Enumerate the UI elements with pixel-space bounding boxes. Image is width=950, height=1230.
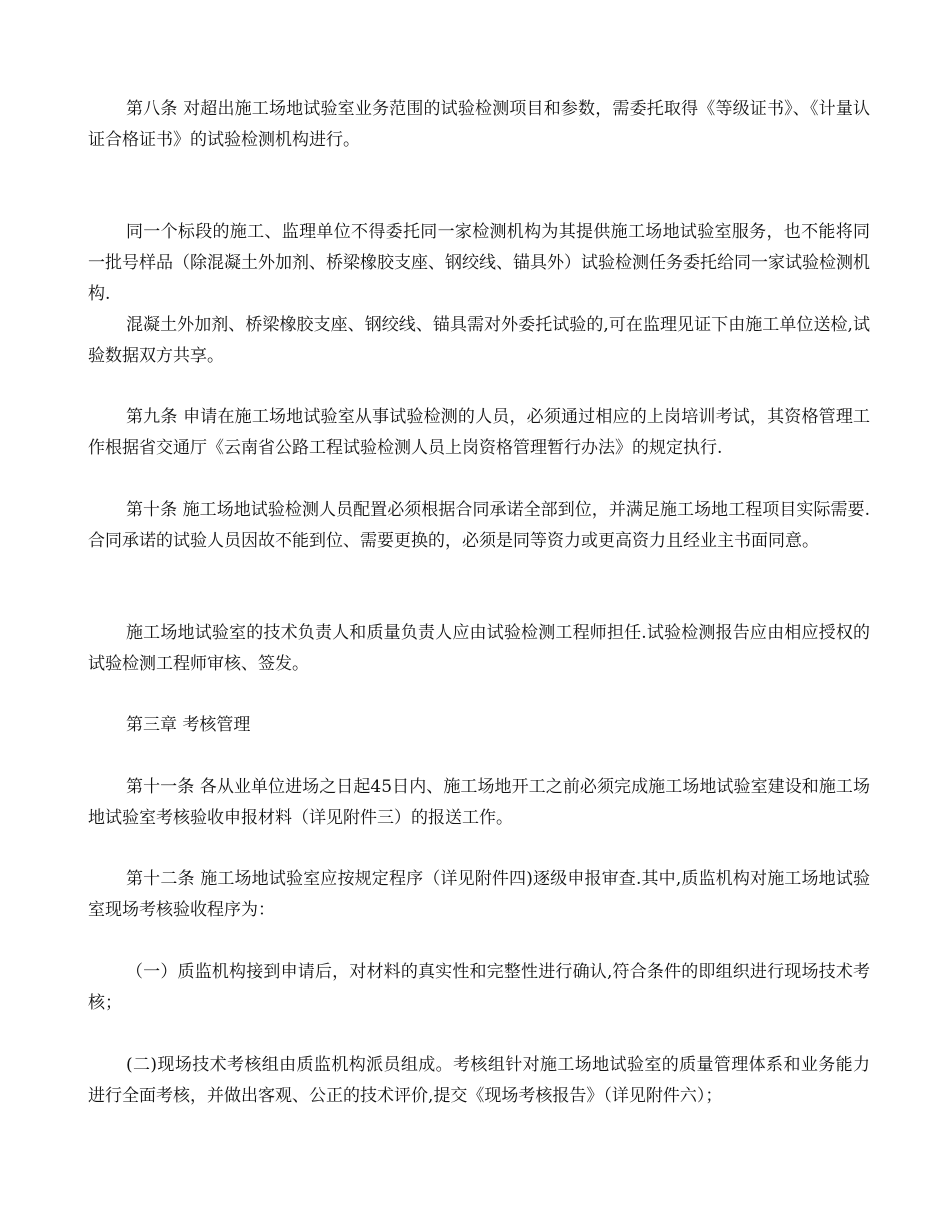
paragraph-article-9: 第九条 申请在施工场地试验室从事试验检测的人员，必须通过相应的上岗培训考试，其资格管理工作根据省交通厅《云南省公路工程试验检测人员上岗资格管理暂行办法》的规定执行. (88, 407, 870, 458)
paragraph-external-testing: 混凝土外加剂、桥梁橡胶支座、钢绞线、锚具需对外委托试验的,可在监理见证下由施工单位送检,试验数据双方共享。 (88, 315, 870, 366)
paragraph-item-1: （一）质监机构接到申请后，对材料的真实性和完整性进行确认,符合条件的即组织进行现场技术考核； (88, 962, 870, 1013)
paragraph-article-12: 第十二条 施工场地试验室应按规定程序（详见附件四)逐级申报审查.其中,质监机构对施工场地试验室现场考核验收程序为： (88, 869, 870, 920)
paragraph-same-section-restriction: 同一个标段的施工、监理单位不得委托同一家检测机构为其提供施工场地试验室服务，也不能将同一批号样品（除混凝土外加剂、桥梁橡胶支座、钢绞线、锚具外）试验检测任务委托给同一家试验检测机构. (88, 222, 870, 304)
paragraph-item-2: (二)现场技术考核组由质监机构派员组成。考核组针对施工场地试验室的质量管理体系和业务能力进行全面考核，并做出客观、公正的技术评价,提交《现场考核报告》（详见附件六）； (88, 1055, 870, 1106)
paragraph-technical-lead: 施工场地试验室的技术负责人和质量负责人应由试验检测工程师担任.试验检测报告应由相应授权的试验检测工程师审核、签发。 (88, 623, 870, 674)
chapter-heading: 第三章 考核管理 (126, 715, 251, 735)
paragraph-article-8: 第八条 对超出施工场地试验室业务范围的试验检测项目和参数，需委托取得《等级证书》、《计量认证合格证书》的试验检测机构进行。 (88, 99, 870, 150)
paragraph-article-10: 第十条 施工场地试验检测人员配置必须根据合同承诺全部到位，并满足施工场地工程项目实际需要.合同承诺的试验人员因故不能到位、需要更换的，必须是同等资力或更高资力且经业主书面同意。 (88, 500, 870, 551)
paragraph-article-11: 第十一条 各从业单位进场之日起45日内、施工场地开工之前必须完成施工场地试验室建设和施工场地试验室考核验收申报材料（详见附件三）的报送工作。 (88, 777, 870, 828)
